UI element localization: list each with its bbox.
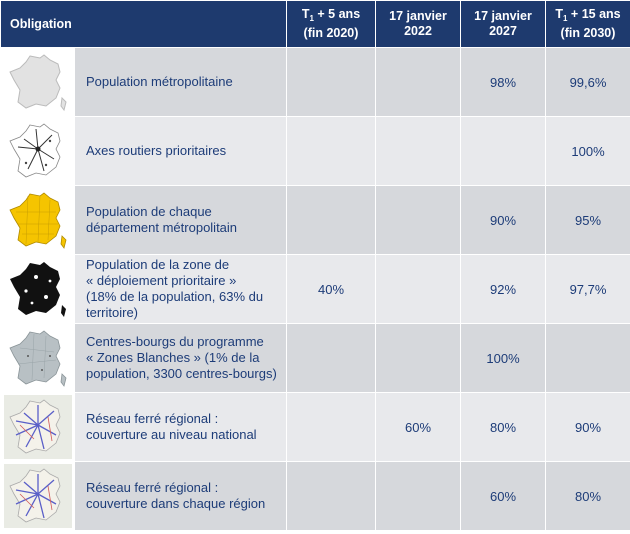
value-t1-plus-15: 99,6% <box>546 48 630 117</box>
table-row <box>1 324 630 393</box>
value-t1-plus-15: 80% <box>546 462 630 531</box>
row-label: Population de la zone de « déploiement prioritaire » (18% de la population, 63% du territoire) <box>75 255 287 324</box>
value-t1-plus-5 <box>287 393 376 462</box>
value-t1-plus-15: 90% <box>546 393 630 462</box>
header-t1-plus-15-rest: + 15 ans <box>567 7 621 21</box>
value-t1-plus-15: 95% <box>546 186 630 255</box>
header-jan-2022-year: 2022 <box>404 24 432 38</box>
table-row <box>1 186 630 255</box>
header-jan-2027 <box>461 1 546 48</box>
header-t1-plus-15-t: T <box>555 7 563 21</box>
row-label: Population de chaque département métropolitain <box>75 186 287 255</box>
departments-map-icon <box>6 188 70 252</box>
value-jan-2022 <box>376 462 461 531</box>
header-t1-plus-5-year: (fin 2020) <box>303 26 359 40</box>
value-t1-plus-15 <box>546 324 630 393</box>
road-network-map <box>1 117 75 186</box>
departments-map <box>1 186 75 255</box>
rail-network-map <box>1 393 75 462</box>
value-t1-plus-5: 40% <box>287 255 376 324</box>
value-jan-2027 <box>461 117 546 186</box>
header-t1-plus-15-sub: 1 <box>563 14 568 23</box>
white-zones-map-icon <box>6 326 70 390</box>
value-jan-2027: 92% <box>461 255 546 324</box>
table-row <box>1 393 630 462</box>
value-t1-plus-5 <box>287 462 376 531</box>
value-jan-2027: 98% <box>461 48 546 117</box>
value-jan-2022: 60% <box>376 393 461 462</box>
value-jan-2027: 90% <box>461 186 546 255</box>
value-t1-plus-5 <box>287 48 376 117</box>
header-jan-2027-date: 17 janvier <box>474 9 532 23</box>
header-obligation: Obligation <box>1 1 287 48</box>
header-row <box>1 1 630 48</box>
france-outline-map <box>1 48 75 117</box>
row-label: Réseau ferré régional : couverture au niveau national <box>75 393 287 462</box>
table-row <box>1 117 630 186</box>
value-t1-plus-5 <box>287 324 376 393</box>
header-jan-2022-date: 17 janvier <box>389 9 447 23</box>
table-row <box>1 48 630 117</box>
value-t1-plus-5 <box>287 117 376 186</box>
value-jan-2022 <box>376 255 461 324</box>
value-t1-plus-15: 97,7% <box>546 255 630 324</box>
row-label: Réseau ferré régional : couverture dans chaque région <box>75 462 287 531</box>
value-jan-2022 <box>376 186 461 255</box>
value-jan-2027: 80% <box>461 393 546 462</box>
header-t1-plus-5 <box>287 1 376 48</box>
header-jan-2022 <box>376 1 461 48</box>
value-t1-plus-15: 100% <box>546 117 630 186</box>
value-jan-2027: 100% <box>461 324 546 393</box>
road-network-map-icon <box>6 119 70 183</box>
header-t1-plus-15-year: (fin 2030) <box>560 26 616 40</box>
priority-zone-map <box>1 255 75 324</box>
priority-zone-map-icon <box>6 257 70 321</box>
value-jan-2022 <box>376 324 461 393</box>
value-jan-2027: 60% <box>461 462 546 531</box>
header-t1-plus-5-rest: + 5 ans <box>313 7 361 21</box>
row-label: Centres-bourgs du programme « Zones Blanches » (1% de la population, 3300 centres-bourgs) <box>75 324 287 393</box>
header-jan-2027-year: 2027 <box>489 24 517 38</box>
france-outline-map-icon <box>6 50 70 114</box>
row-label: Population métropolitaine <box>75 48 287 117</box>
rail-network-map-icon <box>4 464 72 528</box>
table-row <box>1 255 630 324</box>
header-t1-plus-15 <box>546 1 630 48</box>
rail-network-map <box>1 462 75 531</box>
table-row <box>1 462 630 531</box>
value-t1-plus-5 <box>287 186 376 255</box>
white-zones-map <box>1 324 75 393</box>
row-label: Axes routiers prioritaires <box>75 117 287 186</box>
rail-network-map-icon <box>4 395 72 459</box>
value-jan-2022 <box>376 117 461 186</box>
header-t1-plus-5-sub: 1 <box>309 14 314 23</box>
value-jan-2022 <box>376 48 461 117</box>
header-t1-plus-5-t: T <box>301 7 310 21</box>
